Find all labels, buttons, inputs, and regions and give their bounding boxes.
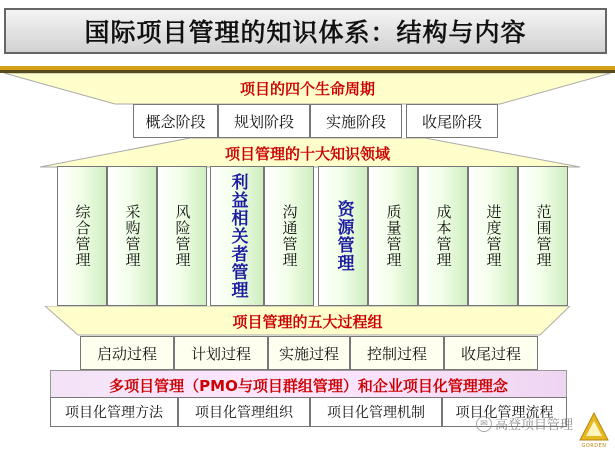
capability-organization: 项目化管理组织 (178, 397, 310, 427)
area-cost-label: 成本管理 (434, 204, 453, 268)
capability-mechanism: 项目化管理机制 (310, 397, 442, 427)
area-resource (318, 166, 368, 306)
watermark (476, 414, 573, 433)
process-initiating: 启动过程 (80, 336, 174, 370)
enterprise-heading: 多项目管理（PMO与项目群组管理）和企业项目化管理理念 (50, 370, 567, 400)
phase-planning: 规划阶段 (218, 104, 310, 138)
process-closing: 收尾过程 (444, 336, 538, 370)
area-cost (418, 166, 468, 306)
area-integration-label: 综合管理 (73, 204, 92, 268)
area-communication (264, 166, 314, 306)
area-schedule-label: 进度管理 (484, 204, 503, 268)
area-scope-label: 范围管理 (534, 204, 553, 268)
wechat-icon: ✉ (476, 416, 492, 432)
area-stakeholder-label: 利益相关者管理 (227, 173, 248, 299)
area-integration (57, 166, 107, 306)
process-executing: 实施过程 (268, 336, 350, 370)
watermark-text: 高登项目管理 (494, 418, 573, 433)
area-quality-label: 质量管理 (384, 204, 403, 268)
area-scope (518, 166, 568, 306)
area-stakeholder (210, 166, 264, 306)
page-title: 国际项目管理的知识体系：结构与内容 (4, 8, 607, 54)
area-risk-label: 风险管理 (173, 204, 192, 268)
area-procurement (107, 166, 157, 306)
capability-method: 项目化管理方法 (50, 397, 178, 427)
logo-text: GORDEN (581, 443, 607, 449)
process-heading: 项目管理的五大过程组 (232, 313, 383, 331)
area-procurement-label: 采购管理 (123, 204, 142, 268)
phase-execution: 实施阶段 (310, 104, 402, 138)
process-controlling: 控制过程 (350, 336, 444, 370)
lifecycle-heading: 项目的四个生命周期 (239, 80, 375, 98)
area-risk (157, 166, 207, 306)
phase-concept: 概念阶段 (133, 104, 218, 138)
knowledge-heading: 项目管理的十大知识领域 (224, 145, 390, 163)
area-communication-label: 沟通管理 (280, 204, 299, 268)
process-planning: 计划过程 (174, 336, 268, 370)
area-schedule (468, 166, 518, 306)
logo-triangle-icon (579, 412, 609, 442)
area-resource-label: 资源管理 (333, 200, 354, 272)
capability-process: 项目化管理流程 (442, 397, 567, 427)
phase-closing: 收尾阶段 (406, 104, 498, 138)
area-quality (368, 166, 418, 306)
company-logo (579, 412, 609, 450)
